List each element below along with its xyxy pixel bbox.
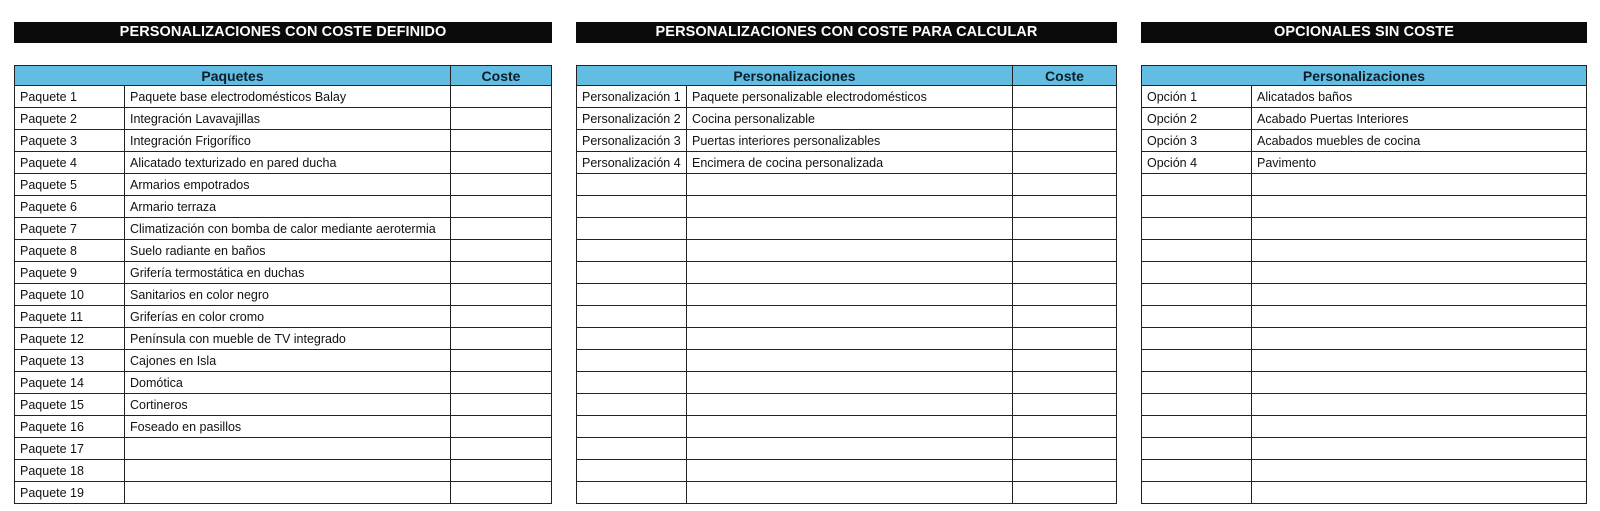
cell-coste[interactable]: [451, 262, 552, 284]
cell-id[interactable]: [577, 284, 687, 306]
table-row: [577, 240, 1117, 262]
table-row: [15, 284, 552, 306]
table-row: [1142, 306, 1587, 328]
cell-description[interactable]: [687, 218, 1013, 240]
cell-coste[interactable]: [1013, 306, 1117, 328]
section-title: PERSONALIZACIONES CON COSTE PARA CALCULAR: [576, 22, 1117, 43]
cell-description[interactable]: [687, 416, 1013, 438]
cell-description[interactable]: Sanitarios en color negro: [125, 284, 451, 306]
cell-description[interactable]: [687, 372, 1013, 394]
cell-coste[interactable]: [1013, 482, 1117, 504]
cell-description[interactable]: [687, 174, 1013, 196]
cell-id[interactable]: [1142, 350, 1252, 372]
table-row: [1142, 438, 1587, 460]
cell-coste[interactable]: [1013, 174, 1117, 196]
cell-id[interactable]: Opción 4: [1142, 152, 1252, 174]
section-title: PERSONALIZACIONES CON COSTE DEFINIDO: [14, 22, 552, 43]
table-row: [1142, 196, 1587, 218]
cell-coste[interactable]: [451, 174, 552, 196]
panel-coste-para-calcular: [576, 22, 1117, 504]
table-row: [15, 460, 552, 482]
table-row: [577, 86, 1117, 108]
table-row: [1142, 240, 1587, 262]
cell-description[interactable]: [687, 482, 1013, 504]
cell-id[interactable]: [577, 372, 687, 394]
cell-description[interactable]: [687, 438, 1013, 460]
table-row: [15, 262, 552, 284]
panel-coste-definido: [14, 22, 552, 504]
table-row: [1142, 262, 1587, 284]
cell-coste[interactable]: [451, 328, 552, 350]
cell-id[interactable]: [1142, 174, 1252, 196]
table-row: [15, 482, 552, 504]
table-row: [15, 350, 552, 372]
cell-description[interactable]: [687, 196, 1013, 218]
cell-id[interactable]: [1142, 284, 1252, 306]
cell-id[interactable]: [577, 438, 687, 460]
table-row: [577, 108, 1117, 130]
cell-description[interactable]: Armario terraza: [125, 196, 451, 218]
column-header-paquetes: Paquetes: [15, 66, 451, 86]
table-header-row: [1142, 66, 1587, 86]
table-row: [15, 108, 552, 130]
cell-coste[interactable]: [1013, 438, 1117, 460]
cell-description[interactable]: [687, 350, 1013, 372]
table-row: [577, 130, 1117, 152]
cell-id[interactable]: [1142, 218, 1252, 240]
cell-id[interactable]: [577, 218, 687, 240]
table-row: [1142, 372, 1587, 394]
cell-id[interactable]: Paquete 11: [15, 306, 125, 328]
cell-description[interactable]: [687, 262, 1013, 284]
cell-description[interactable]: Domótica: [125, 372, 451, 394]
table-row: [1142, 416, 1587, 438]
cell-id[interactable]: [1142, 306, 1252, 328]
cell-description[interactable]: Griferías en color cromo: [125, 306, 451, 328]
table-row: [577, 328, 1117, 350]
cell-id[interactable]: Personalización 3: [577, 130, 687, 152]
table-row: [15, 394, 552, 416]
cell-id[interactable]: Personalización 2: [577, 108, 687, 130]
cell-description[interactable]: [1252, 328, 1587, 350]
table-row: [577, 152, 1117, 174]
cell-coste[interactable]: [451, 108, 552, 130]
cell-description[interactable]: [1252, 306, 1587, 328]
table-opcionales: [1141, 65, 1587, 504]
cell-coste[interactable]: [451, 196, 552, 218]
cell-id[interactable]: Personalización 1: [577, 86, 687, 108]
table-row: [15, 240, 552, 262]
cell-id[interactable]: Opción 3: [1142, 130, 1252, 152]
cell-id[interactable]: [577, 350, 687, 372]
cell-description[interactable]: [1252, 416, 1587, 438]
table-row: [1142, 284, 1587, 306]
cell-description[interactable]: [687, 284, 1013, 306]
cell-description[interactable]: [1252, 262, 1587, 284]
column-header-personalizaciones: Personalizaciones: [577, 66, 1013, 86]
table-row: [577, 350, 1117, 372]
column-header-personalizaciones: Personalizaciones: [1142, 66, 1587, 86]
cell-description[interactable]: Pavimento: [1252, 152, 1587, 174]
table-row: [577, 196, 1117, 218]
cell-description[interactable]: Alicatados baños: [1252, 86, 1587, 108]
cell-coste[interactable]: [451, 438, 552, 460]
cell-id[interactable]: [577, 482, 687, 504]
table-row: [1142, 350, 1587, 372]
cell-description[interactable]: Paquete base electrodomésticos Balay: [125, 86, 451, 108]
cell-coste[interactable]: [1013, 394, 1117, 416]
cell-description[interactable]: [1252, 350, 1587, 372]
table-row: [577, 218, 1117, 240]
cell-coste[interactable]: [451, 482, 552, 504]
table-row: [15, 152, 552, 174]
cell-id[interactable]: Paquete 2: [15, 108, 125, 130]
cell-coste[interactable]: [1013, 328, 1117, 350]
cell-coste[interactable]: [1013, 350, 1117, 372]
cell-description[interactable]: [687, 394, 1013, 416]
cell-id[interactable]: Paquete 12: [15, 328, 125, 350]
cell-coste[interactable]: [1013, 108, 1117, 130]
table-row: [15, 218, 552, 240]
table-row: [577, 372, 1117, 394]
cell-coste[interactable]: [1013, 196, 1117, 218]
table-row: [577, 174, 1117, 196]
cell-id[interactable]: Paquete 7: [15, 218, 125, 240]
cell-description[interactable]: Acabado Puertas Interiores: [1252, 108, 1587, 130]
cell-description[interactable]: [1252, 372, 1587, 394]
cell-coste[interactable]: [451, 372, 552, 394]
cell-description[interactable]: [1252, 196, 1587, 218]
cell-id[interactable]: [577, 174, 687, 196]
cell-description[interactable]: [687, 460, 1013, 482]
cell-coste[interactable]: [451, 152, 552, 174]
cell-coste[interactable]: [1013, 130, 1117, 152]
table-row: [577, 482, 1117, 504]
cell-description[interactable]: [687, 328, 1013, 350]
cell-description[interactable]: Armarios empotrados: [125, 174, 451, 196]
cell-description[interactable]: Grifería termostática en duchas: [125, 262, 451, 284]
cell-coste[interactable]: [1013, 416, 1117, 438]
column-header-coste: Coste: [1013, 66, 1117, 86]
cell-coste[interactable]: [451, 284, 552, 306]
cell-coste[interactable]: [451, 460, 552, 482]
table-row: [1142, 130, 1587, 152]
cell-description[interactable]: Suelo radiante en baños: [125, 240, 451, 262]
table-row: [15, 130, 552, 152]
table-row: [1142, 460, 1587, 482]
cell-description[interactable]: Acabados muebles de cocina: [1252, 130, 1587, 152]
cell-id[interactable]: [577, 196, 687, 218]
cell-description[interactable]: [1252, 438, 1587, 460]
cell-id[interactable]: Paquete 16: [15, 416, 125, 438]
cell-id[interactable]: Paquete 14: [15, 372, 125, 394]
cell-coste[interactable]: [1013, 262, 1117, 284]
table-row: [15, 86, 552, 108]
cell-coste[interactable]: [451, 394, 552, 416]
cell-coste[interactable]: [451, 130, 552, 152]
cell-id[interactable]: Paquete 4: [15, 152, 125, 174]
cell-coste[interactable]: [1013, 460, 1117, 482]
cell-id[interactable]: [577, 416, 687, 438]
cell-description[interactable]: [125, 438, 451, 460]
table-row: [1142, 86, 1587, 108]
table-row: [1142, 152, 1587, 174]
cell-description[interactable]: [1252, 240, 1587, 262]
cell-description[interactable]: [687, 306, 1013, 328]
cell-description[interactable]: [1252, 218, 1587, 240]
cell-coste[interactable]: [451, 86, 552, 108]
cell-description[interactable]: [1252, 394, 1587, 416]
cell-coste[interactable]: [1013, 152, 1117, 174]
cell-coste[interactable]: [451, 218, 552, 240]
table-row: [1142, 394, 1587, 416]
cell-description[interactable]: Integración Frigorífico: [125, 130, 451, 152]
cell-coste[interactable]: [451, 416, 552, 438]
table-row: [1142, 328, 1587, 350]
cell-id[interactable]: Paquete 6: [15, 196, 125, 218]
column-header-coste: Coste: [451, 66, 552, 86]
cell-id[interactable]: [1142, 328, 1252, 350]
table-row: [577, 394, 1117, 416]
cell-id[interactable]: Paquete 3: [15, 130, 125, 152]
cell-id[interactable]: Paquete 13: [15, 350, 125, 372]
cell-id[interactable]: Opción 2: [1142, 108, 1252, 130]
cell-description[interactable]: Paquete personalizable electrodomésticos: [687, 86, 1013, 108]
table-header-row: [577, 66, 1117, 86]
table-row: [15, 438, 552, 460]
cell-coste[interactable]: [451, 306, 552, 328]
cell-description[interactable]: Integración Lavavajillas: [125, 108, 451, 130]
panel-opcionales-sin-coste: [1141, 22, 1587, 504]
cell-description[interactable]: [1252, 284, 1587, 306]
cell-id[interactable]: Personalización 4: [577, 152, 687, 174]
table-row: [1142, 482, 1587, 504]
cell-description[interactable]: Encimera de cocina personalizada: [687, 152, 1013, 174]
table-row: [1142, 108, 1587, 130]
cell-coste[interactable]: [1013, 218, 1117, 240]
cell-coste[interactable]: [1013, 284, 1117, 306]
cell-description[interactable]: Climatización con bomba de calor mediante aerotermia: [125, 218, 451, 240]
cell-description[interactable]: [125, 460, 451, 482]
table-row: [15, 306, 552, 328]
cell-id[interactable]: Paquete 15: [15, 394, 125, 416]
table-row: [577, 460, 1117, 482]
table-row: [577, 262, 1117, 284]
cell-description[interactable]: [1252, 174, 1587, 196]
cell-description[interactable]: [687, 240, 1013, 262]
cell-id[interactable]: [1142, 394, 1252, 416]
cell-id[interactable]: [577, 262, 687, 284]
cell-description[interactable]: [1252, 482, 1587, 504]
cell-id[interactable]: Paquete 9: [15, 262, 125, 284]
cell-coste[interactable]: [1013, 372, 1117, 394]
cell-description[interactable]: Cocina personalizable: [687, 108, 1013, 130]
cell-coste[interactable]: [451, 350, 552, 372]
cell-id[interactable]: [1142, 460, 1252, 482]
table-row: [15, 372, 552, 394]
cell-description[interactable]: Puertas interiores personalizables: [687, 130, 1013, 152]
cell-coste[interactable]: [451, 240, 552, 262]
table-row: [15, 196, 552, 218]
cell-id[interactable]: [577, 328, 687, 350]
table-row: [1142, 174, 1587, 196]
table-row: [577, 284, 1117, 306]
table-row: [577, 416, 1117, 438]
cell-id[interactable]: Paquete 10: [15, 284, 125, 306]
table-row: [1142, 218, 1587, 240]
cell-id[interactable]: [577, 240, 687, 262]
cell-description[interactable]: Península con mueble de TV integrado: [125, 328, 451, 350]
table-paquetes: [14, 65, 552, 504]
cell-id[interactable]: [1142, 482, 1252, 504]
cell-description[interactable]: Cortineros: [125, 394, 451, 416]
cell-description[interactable]: [1252, 460, 1587, 482]
cell-id[interactable]: Paquete 18: [15, 460, 125, 482]
table-header-row: [15, 66, 552, 86]
cell-id[interactable]: Paquete 5: [15, 174, 125, 196]
cell-id[interactable]: Paquete 1: [15, 86, 125, 108]
cell-id[interactable]: Opción 1: [1142, 86, 1252, 108]
cell-description[interactable]: Cajones en Isla: [125, 350, 451, 372]
cell-id[interactable]: [1142, 240, 1252, 262]
table-row: [15, 174, 552, 196]
cell-id[interactable]: [577, 460, 687, 482]
table-personalizaciones: [576, 65, 1117, 504]
cell-id[interactable]: Paquete 19: [15, 482, 125, 504]
section-title: OPCIONALES SIN COSTE: [1141, 22, 1587, 43]
cell-coste[interactable]: [1013, 86, 1117, 108]
cell-id[interactable]: [1142, 372, 1252, 394]
cell-description[interactable]: Alicatado texturizado en pared ducha: [125, 152, 451, 174]
table-row: [577, 438, 1117, 460]
cell-id[interactable]: [1142, 438, 1252, 460]
cell-id[interactable]: [577, 306, 687, 328]
cell-id[interactable]: Paquete 17: [15, 438, 125, 460]
cell-id[interactable]: [1142, 262, 1252, 284]
table-row: [15, 328, 552, 350]
cell-id[interactable]: [577, 394, 687, 416]
table-row: [15, 416, 552, 438]
cell-description[interactable]: Foseado en pasillos: [125, 416, 451, 438]
cell-description[interactable]: [125, 482, 451, 504]
table-row: [577, 306, 1117, 328]
cell-id[interactable]: [1142, 416, 1252, 438]
cell-id[interactable]: Paquete 8: [15, 240, 125, 262]
cell-id[interactable]: [1142, 196, 1252, 218]
cell-coste[interactable]: [1013, 240, 1117, 262]
